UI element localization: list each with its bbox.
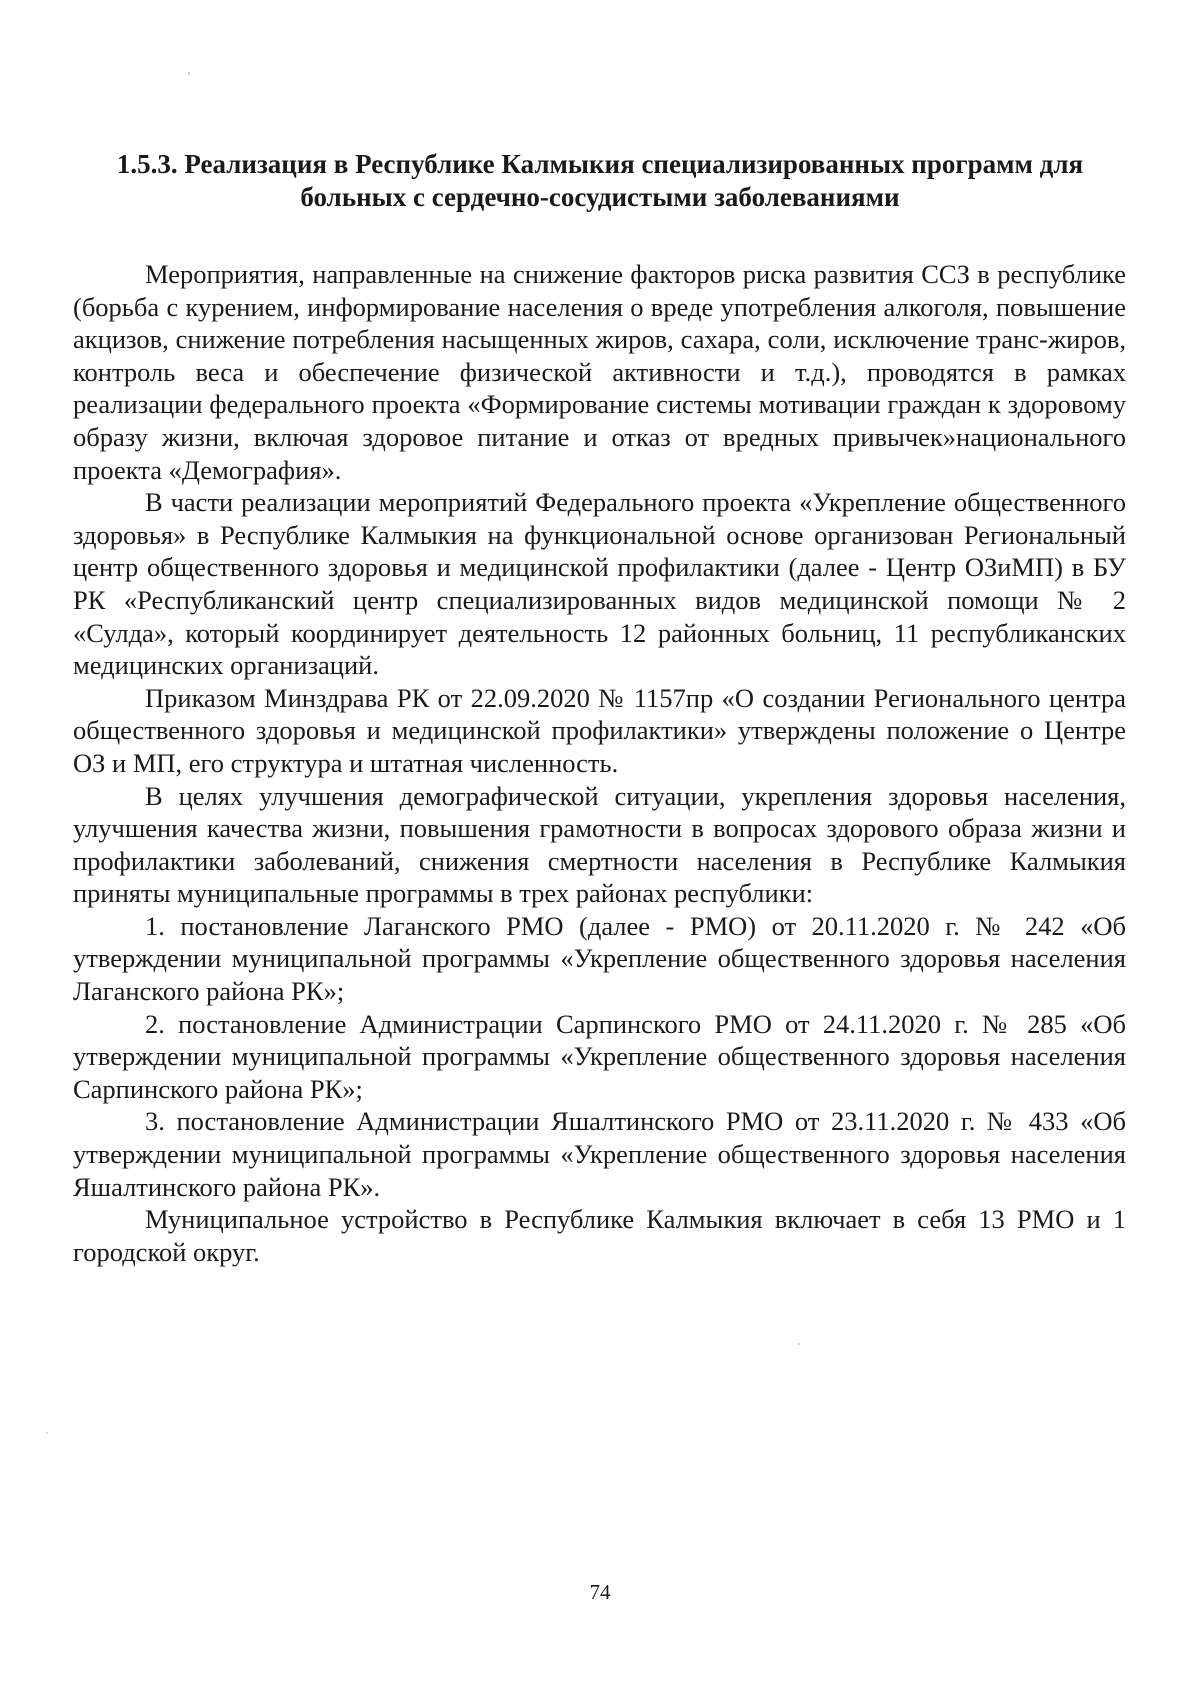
section-heading-line-1: 1.5.3. Реализация в Республике Калмыкия специализированных программ для <box>116 149 1084 179</box>
scan-speck <box>46 1432 48 1434</box>
body-text <box>73 258 1126 1268</box>
scan-speck <box>188 72 190 75</box>
paragraph-municipal-structure: Муниципальное устройство в Республике Калмыкия включает в себя 13 РМО и 1 городской округ. <box>73 1204 1126 1267</box>
section-heading <box>80 148 1120 214</box>
list-item-lagansky: 1. постановление Лаганского РМО (далее - РМО) от 20.11.2020 г. № 242 «Об утверждении муниципальной программы «Укрепление общественного здоровья населения Лаганского района РК»; <box>73 910 1126 1007</box>
list-item-sarpinsky: 2. постановление Администрации Сарпинского РМО от 24.11.2020 г. № 285 «Об утверждении муниципальной программы «Укрепление общественного здоровья населения Сарпинского района РК»; <box>73 1008 1126 1104</box>
paragraph-ministry-order: Приказом Минздрава РК от 22.09.2020 № 1157пр «О создании Регионального центра общественного здоровья и медицинской профилактики» утверждены положение о Центре ОЗ и МП, его структура и штатная численность. <box>73 682 1126 778</box>
paragraph-regional-center: В части реализации мероприятий Федерального проекта «Укрепление общественного здоровья» в Республике Калмыкия на функциональной основе организован Региональный центр общественного здоровья и медицинской профилактики (далее - Центр ОЗиМП) в БУ РК «Республиканский центр специализированных видов медицинской помощи № 2 «Сулда», который координирует деятельность 12 районных больниц, 11 республиканских медицинских организаций. <box>73 487 1126 681</box>
paragraph-municipal-programs: В целях улучшения демографической ситуации, укрепления здоровья населения, улучшения качества жизни, повышения грамотности в вопросах здорового образа жизни и профилактики заболеваний, снижения смертности населения в Республике Калмыкия приняты муниципальные программы в трех районах республики: <box>73 780 1126 909</box>
scan-speck <box>798 1343 800 1345</box>
section-heading-line-2: больных с сердечно-сосудистыми заболеваниями <box>300 182 900 212</box>
paragraph-risk-factors: Мероприятия, направленные на снижение факторов риска развития ССЗ в республике (борьба с курением, информирование населения о вреде употребления алкоголя, повышение акцизов, снижение потребления насыщенных жиров, сахара, соли, исключение транс-жиров, контроль веса и обеспечение физической активности и т.д.), проводятся в рамках реализации федерального проекта «Формирование системы мотивации граждан к здоровому образу жизни, включая здоровое питание и отказ от вредных привычек»национального проекта «Демография». <box>73 259 1126 485</box>
list-item-yashaltinsky: 3. постановление Администрации Яшалтинского РМО от 23.11.2020 г. № 433 «Об утверждении муниципальной программы «Укрепление общественного здоровья населения Яшалтинского района РК». <box>73 1106 1126 1202</box>
page-number: 74 <box>589 1580 611 1604</box>
